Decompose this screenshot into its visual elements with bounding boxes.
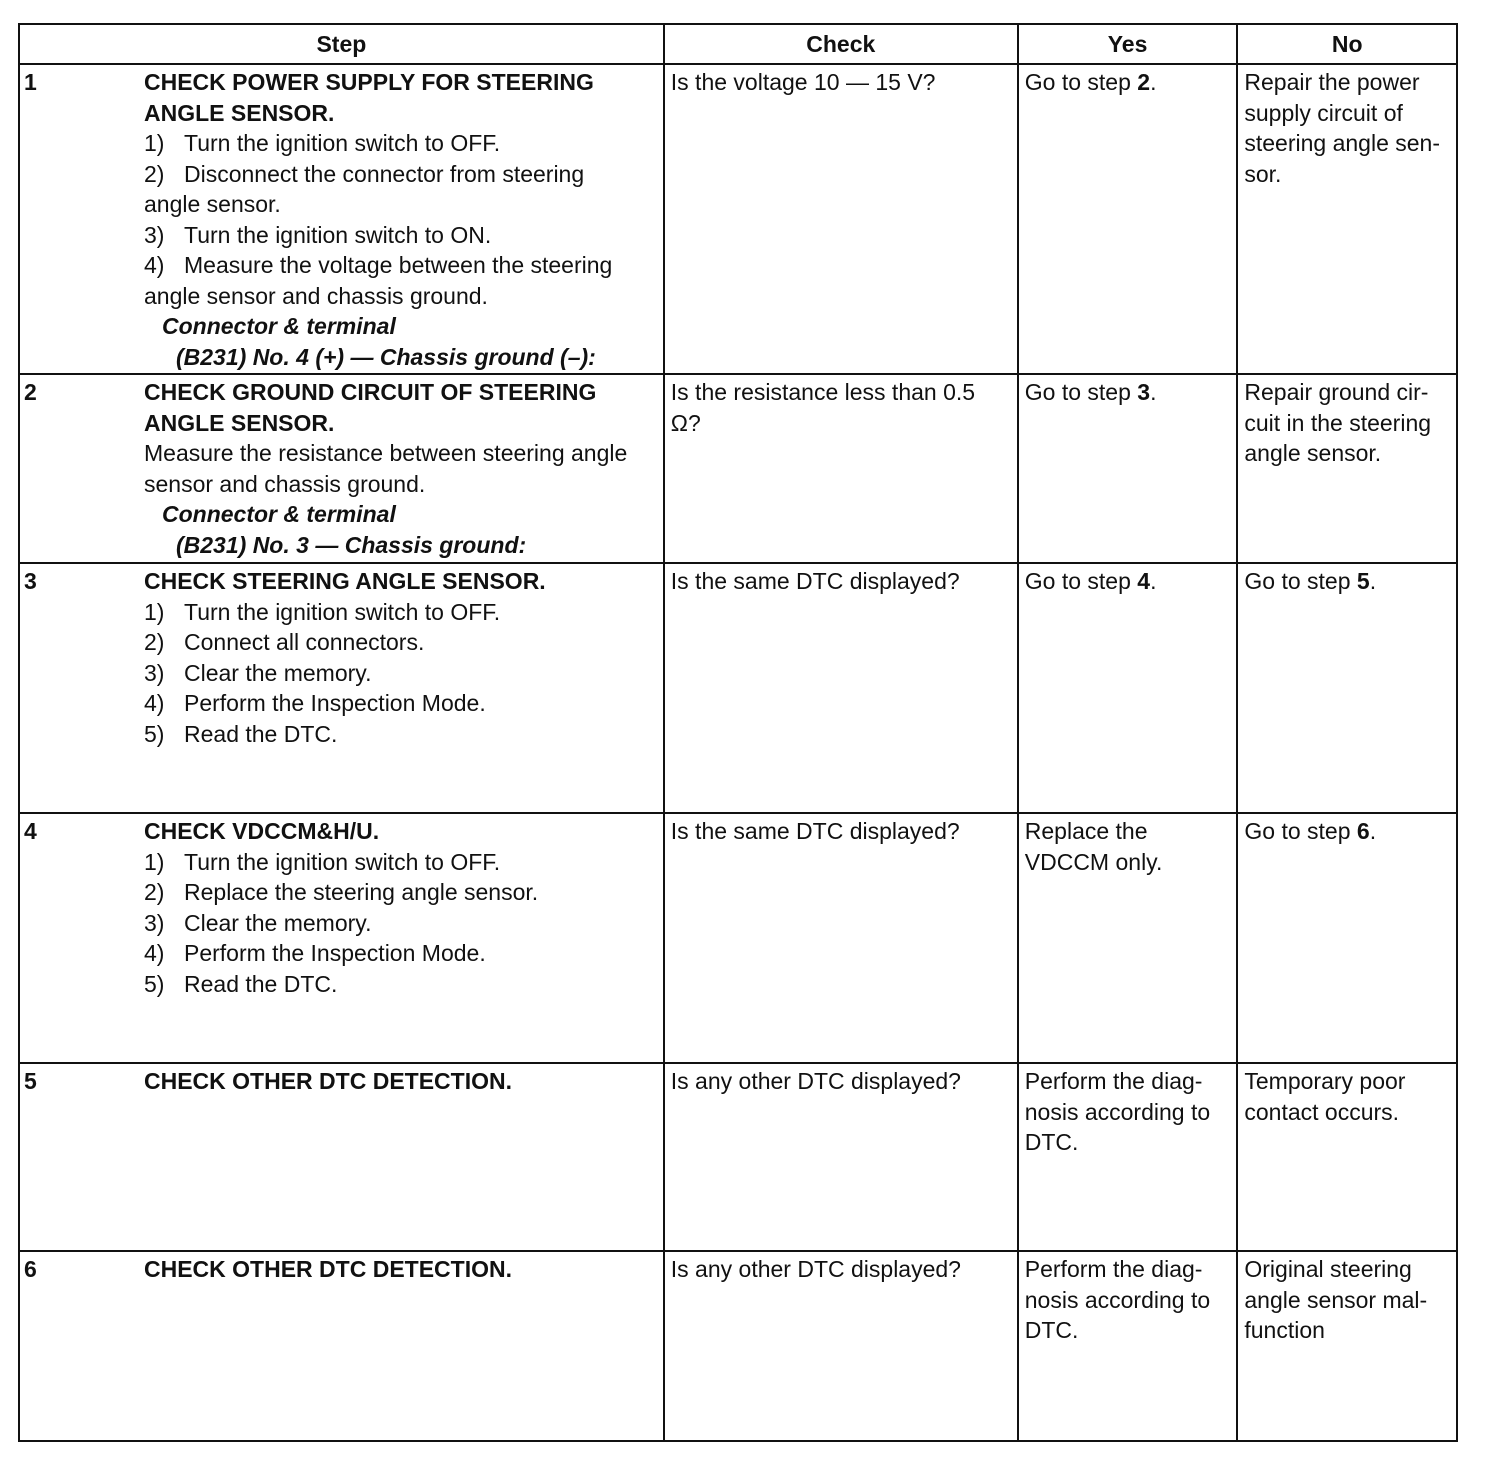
procedure-item-number: 1) (144, 598, 165, 625)
procedure-item (144, 597, 657, 628)
procedure-item-text: Clear the memory. (184, 659, 372, 686)
no-go-to-step: Go to step 6. (1244, 818, 1377, 844)
yes-go-to-step-number: 3 (1137, 379, 1151, 405)
step-title: ANGLE SENSOR. (144, 409, 335, 436)
procedure-item-text: Read the DTC. (184, 720, 338, 747)
procedure-item-text: Perform the Inspection Mode. (184, 940, 486, 966)
yes-text (1019, 1064, 1237, 1158)
procedure-item-number: 3) (144, 659, 165, 686)
step-text: sensor and chassis ground. (144, 470, 426, 497)
no-line: Repair the power (1244, 69, 1420, 95)
yes-line: nosis according to (1024, 1098, 1211, 1125)
no-line: sor. (1244, 160, 1282, 187)
terminal-spec: (B231) No. 4 (+) — Chassis ground (–): (176, 343, 596, 370)
procedure-item-number: 4) (144, 940, 165, 966)
yes-cell (1018, 813, 1238, 1063)
no-line: function (1244, 1317, 1325, 1343)
check-text: Is any other DTC displayed? (670, 1256, 961, 1282)
check-text: Is the same DTC displayed? (670, 818, 960, 844)
no-cell (1237, 813, 1457, 1063)
check-cell (664, 1251, 1018, 1441)
step-number: 6 (24, 1256, 37, 1282)
procedure-item-number: 4) (144, 690, 165, 716)
step-cell (19, 374, 664, 563)
procedure-item-number: 4) (144, 252, 165, 278)
header-no: No (1237, 24, 1457, 64)
no-line: angle sensor. (1244, 440, 1382, 466)
step-body (144, 1252, 663, 1285)
procedure-item-number: 2) (144, 629, 165, 655)
procedure-item (144, 220, 657, 251)
procedure-item-text: Turn the ignition switch to ON. (184, 221, 492, 248)
yes-go-to-step: Go to step 4. (1024, 568, 1157, 594)
yes-line: Perform the diag- (1024, 1256, 1203, 1282)
yes-go-to-step-number: 4 (1137, 568, 1151, 594)
check-text: Is the same DTC displayed? (670, 568, 960, 594)
procedure-item (144, 908, 657, 939)
step-title: CHECK POWER SUPPLY FOR STEERING (144, 69, 594, 95)
step-cell (19, 563, 664, 813)
procedure-item (144, 847, 657, 878)
check-text: Is the resistance less than 0.5 Ω? (670, 379, 976, 436)
procedure-item-text: Clear the memory. (184, 909, 372, 936)
no-line: contact occurs. (1244, 1098, 1400, 1125)
step-body (144, 564, 663, 749)
procedure-item (144, 688, 657, 719)
yes-text (1019, 1252, 1237, 1346)
procedure-item-number: 3) (144, 909, 165, 936)
yes-cell (1018, 1063, 1238, 1251)
procedure-item-text: Read the DTC. (184, 970, 338, 997)
check-cell (664, 64, 1018, 374)
no-line: angle sensor mal- (1244, 1286, 1428, 1313)
check-cell (664, 1063, 1018, 1251)
no-line: Original steering (1244, 1256, 1412, 1282)
yes-line: VDCCM only. (1024, 848, 1163, 875)
step-body (144, 375, 663, 560)
step-number: 1 (24, 69, 37, 95)
no-text (1238, 65, 1456, 189)
no-go-to-step-number: 6 (1356, 818, 1370, 844)
procedure-item (144, 719, 657, 750)
no-line: Repair ground cir- (1244, 379, 1429, 405)
no-text (1238, 375, 1456, 469)
step-number: 4 (24, 818, 37, 844)
table-row (19, 813, 1457, 1063)
yes-cell (1018, 374, 1238, 563)
procedure-item-number: 1) (144, 848, 165, 875)
step-cell (19, 64, 664, 374)
procedure-item-continuation: angle sensor. (144, 191, 281, 217)
table-row (19, 1063, 1457, 1251)
yes-cell (1018, 64, 1238, 374)
yes-line: nosis according to (1024, 1286, 1211, 1313)
check-cell (664, 374, 1018, 563)
yes-cell (1018, 1251, 1238, 1441)
yes-go-to-step-number: 2 (1137, 69, 1151, 95)
step-number: 2 (24, 379, 37, 405)
yes-text (1019, 375, 1237, 408)
step-cell (19, 813, 664, 1063)
procedure-item-text: Turn the ignition switch to OFF. (184, 848, 501, 875)
step-title: CHECK VDCCM&H/U. (144, 818, 380, 844)
check-cell (664, 813, 1018, 1063)
check-cell (664, 563, 1018, 813)
table-row (19, 1251, 1457, 1441)
no-text (1238, 1064, 1456, 1127)
procedure-item-number: 5) (144, 720, 165, 747)
yes-text (1019, 814, 1237, 877)
no-text (1238, 814, 1456, 847)
yes-cell (1018, 563, 1238, 813)
procedure-item (144, 969, 657, 1000)
step-title: CHECK STEERING ANGLE SENSOR. (144, 568, 546, 594)
step-body (144, 1064, 663, 1097)
yes-go-to-step: Go to step 2. (1024, 69, 1157, 95)
yes-line: Perform the diag- (1024, 1068, 1203, 1094)
procedure-item-text: Measure the voltage between the steering (184, 252, 613, 278)
no-cell (1237, 374, 1457, 563)
no-cell (1237, 1251, 1457, 1441)
procedure-item (144, 658, 657, 689)
procedure-item-number: 5) (144, 970, 165, 997)
procedure-item (144, 159, 657, 190)
step-title: CHECK GROUND CIRCUIT OF STEERING (144, 379, 597, 405)
no-text (1238, 1252, 1456, 1346)
no-text (1238, 564, 1456, 597)
no-line: cuit in the steering (1244, 409, 1432, 436)
no-line: Temporary poor (1244, 1068, 1406, 1094)
yes-go-to-step: Go to step 3. (1024, 379, 1157, 405)
yes-line: Replace the (1024, 818, 1148, 844)
yes-line: DTC. (1024, 1317, 1079, 1343)
procedure-item-number: 2) (144, 160, 165, 187)
procedure-item (144, 627, 657, 658)
no-go-to-step-number: 5 (1356, 568, 1370, 594)
procedure-item-text: Turn the ignition switch to OFF. (184, 598, 501, 625)
step-title: ANGLE SENSOR. (144, 99, 335, 126)
no-cell (1237, 64, 1457, 374)
procedure-item-text: Perform the Inspection Mode. (184, 690, 486, 716)
step-text: Measure the resistance between steering angle (144, 440, 628, 466)
yes-line: DTC. (1024, 1129, 1079, 1155)
table-body (19, 64, 1457, 1441)
procedure-item-text: Turn the ignition switch to OFF. (184, 130, 501, 156)
procedure-item-number: 2) (144, 879, 165, 905)
header-check: Check (664, 24, 1018, 64)
procedure-item-text: Replace the steering angle sensor. (184, 879, 539, 905)
header-step: Step (19, 24, 664, 64)
procedure-item-number: 3) (144, 221, 165, 248)
no-line: supply circuit of (1244, 99, 1403, 126)
step-cell (19, 1063, 664, 1251)
step-title: CHECK OTHER DTC DETECTION. (144, 1256, 512, 1282)
step-number: 3 (24, 568, 37, 594)
table-row (19, 374, 1457, 563)
procedure-item-text: Disconnect the connector from steering (184, 160, 585, 187)
no-go-to-step: Go to step 5. (1244, 568, 1377, 594)
table-row (19, 64, 1457, 374)
header-yes: Yes (1018, 24, 1238, 64)
table-row (19, 563, 1457, 813)
procedure-item (144, 877, 657, 908)
procedure-item-continuation: angle sensor and chassis ground. (144, 282, 488, 309)
no-cell (1237, 563, 1457, 813)
diagnostic-table (18, 23, 1458, 1442)
step-title: CHECK OTHER DTC DETECTION. (144, 1068, 512, 1094)
step-body (144, 65, 663, 372)
procedure-item (144, 938, 657, 969)
procedure-item-text: Connect all connectors. (184, 629, 425, 655)
step-number: 5 (24, 1068, 37, 1094)
procedure-item-number: 1) (144, 130, 165, 156)
connector-label: Connector & terminal (162, 313, 396, 339)
step-cell (19, 1251, 664, 1441)
connector-label: Connector & terminal (162, 501, 396, 527)
step-body (144, 814, 663, 999)
check-text: Is the voltage 10 — 15 V? (670, 69, 936, 95)
yes-text (1019, 65, 1237, 98)
no-line: steering angle sen- (1244, 130, 1440, 156)
header-row (19, 24, 1457, 64)
yes-text (1019, 564, 1237, 597)
terminal-spec: (B231) No. 3 — Chassis ground: (176, 531, 527, 558)
procedure-item (144, 128, 657, 159)
check-text: Is any other DTC displayed? (670, 1068, 961, 1094)
no-cell (1237, 1063, 1457, 1251)
procedure-item (144, 250, 657, 281)
